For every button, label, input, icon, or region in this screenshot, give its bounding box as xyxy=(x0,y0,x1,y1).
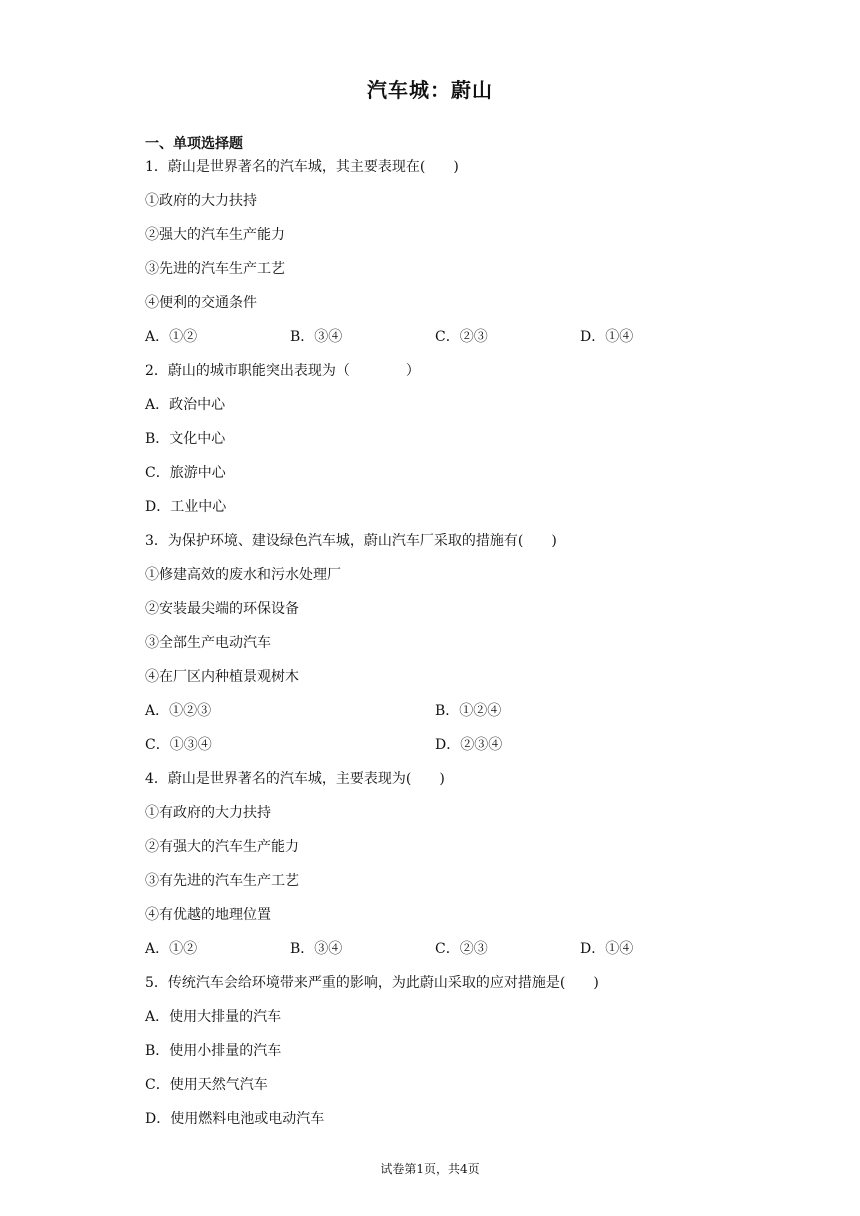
statement-item: ④有优越的地理位置 xyxy=(145,907,271,923)
question-stem: 3．为保护环境、建设绿色汽车城，蔚山汽车厂采取的措施有( ) xyxy=(145,533,557,549)
question-stem: 5．传统汽车会给环境带来严重的影响，为此蔚山采取的应对措施是( ) xyxy=(145,975,599,991)
option-c: C．①③④ xyxy=(145,737,212,753)
statement-item: ③全部生产电动汽车 xyxy=(145,635,271,651)
statement-item: ④便利的交通条件 xyxy=(145,295,257,311)
option-b: B．③④ xyxy=(290,941,343,957)
statement-item: ②安装最尖端的环保设备 xyxy=(145,601,299,617)
option-b: B．①②④ xyxy=(435,703,502,719)
option-d: D．使用燃料电池或电动汽车 xyxy=(145,1111,325,1127)
question-stem: 1．蔚山是世界著名的汽车城，其主要表现在( ) xyxy=(145,159,459,175)
question-3 xyxy=(145,531,725,755)
question-5 xyxy=(145,973,725,1129)
option-c: C．②③ xyxy=(435,941,488,957)
statement-item: ③先进的汽车生产工艺 xyxy=(145,261,285,277)
question-stem: 2．蔚山的城市职能突出表现为（ ） xyxy=(145,363,420,379)
statement-item: ③有先进的汽车生产工艺 xyxy=(145,873,299,889)
option-a: A．使用大排量的汽车 xyxy=(145,1009,282,1025)
option-a: A．①②③ xyxy=(145,703,212,719)
option-a: A．政治中心 xyxy=(145,397,226,413)
option-b: B．使用小排量的汽车 xyxy=(145,1043,282,1059)
option-b: B．文化中心 xyxy=(145,431,226,447)
statement-item: ②强大的汽车生产能力 xyxy=(145,227,285,243)
page-footer: 试卷第1页，共4页 xyxy=(380,1162,480,1176)
statement-item: ④在厂区内种植景观树木 xyxy=(145,669,299,685)
option-b: B．③④ xyxy=(290,329,343,345)
option-c: C．旅游中心 xyxy=(145,465,226,481)
statement-item: ①修建高效的废水和污水处理厂 xyxy=(145,567,341,583)
question-2 xyxy=(145,361,725,517)
option-a: A．①② xyxy=(145,941,198,957)
statement-item: ①有政府的大力扶持 xyxy=(145,805,271,821)
option-d: D．工业中心 xyxy=(145,499,227,515)
question-1 xyxy=(145,157,725,347)
option-d: D．②③④ xyxy=(435,737,503,753)
exam-content xyxy=(145,134,725,1143)
document-title: 汽车城：蔚山 xyxy=(367,78,493,102)
option-d: D．①④ xyxy=(580,941,634,957)
statement-item: ①政府的大力扶持 xyxy=(145,193,257,209)
option-c: C．使用天然气汽车 xyxy=(145,1077,268,1093)
answer-options-row-2 xyxy=(145,735,725,755)
section-heading: 一、单项选择题 xyxy=(145,136,243,152)
option-c: C．②③ xyxy=(435,329,488,345)
question-stem: 4．蔚山是世界著名的汽车城，主要表现为( ) xyxy=(145,771,445,787)
answer-options-row-1 xyxy=(145,701,725,721)
option-a: A．①② xyxy=(145,329,198,345)
option-d: D．①④ xyxy=(580,329,634,345)
statement-item: ②有强大的汽车生产能力 xyxy=(145,839,299,855)
answer-options xyxy=(145,939,725,959)
question-4 xyxy=(145,769,725,959)
answer-options xyxy=(145,327,725,347)
